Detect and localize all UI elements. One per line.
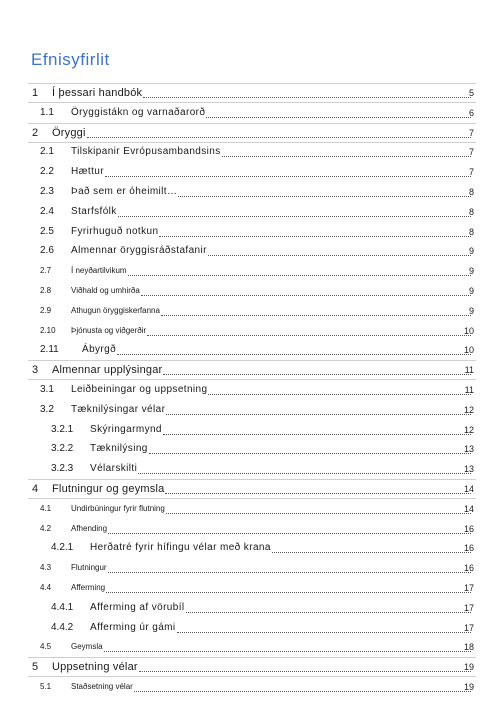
toc-entry[interactable] xyxy=(0,658,504,676)
toc-entry-page: 9 xyxy=(468,306,474,316)
toc-entry-title: Ábyrgð xyxy=(82,344,117,355)
toc-entry-page: 19 xyxy=(463,682,474,692)
dot-leader xyxy=(117,354,471,355)
dot-leader xyxy=(118,216,471,217)
toc-entry-page: 6 xyxy=(468,108,474,118)
toc-entry[interactable] xyxy=(0,619,504,637)
toc-entry-page: 16 xyxy=(463,543,474,553)
toc-entry[interactable] xyxy=(0,104,504,122)
toc-entry-page: 7 xyxy=(468,147,474,157)
toc-entry-number: 3.2.3 xyxy=(51,463,74,474)
dot-leader xyxy=(139,671,471,672)
toc-entry-number: 1 xyxy=(32,87,39,99)
toc-entry-page: 19 xyxy=(463,662,474,672)
toc-entry[interactable] xyxy=(0,302,504,320)
toc-entry-title: Afferming úr gámi xyxy=(90,622,176,633)
toc-entry-page: 11 xyxy=(464,365,474,375)
chapter-divider xyxy=(28,102,476,103)
toc-entry-title: Afferming xyxy=(71,583,106,592)
toc-entry-number: 4.3 xyxy=(40,563,52,572)
chapter-divider xyxy=(28,123,476,124)
dot-leader xyxy=(178,196,471,197)
dot-leader xyxy=(149,453,471,454)
toc-entry-page: 11 xyxy=(464,385,474,395)
toc-entry[interactable] xyxy=(0,282,504,300)
dot-leader xyxy=(163,374,471,375)
toc-entry-leader xyxy=(71,401,472,419)
toc-entry-page: 8 xyxy=(468,207,474,217)
toc-entry[interactable] xyxy=(0,500,504,518)
toc-entry-leader xyxy=(71,579,472,597)
dot-leader xyxy=(272,552,471,553)
toc-entry-number: 4.5 xyxy=(40,642,52,651)
toc-entry-number: 2.1 xyxy=(40,146,54,157)
dot-leader xyxy=(104,651,471,652)
chapter-divider xyxy=(28,676,476,677)
toc-entry-page: 8 xyxy=(468,187,474,197)
dot-leader xyxy=(138,473,471,474)
toc-entry[interactable] xyxy=(0,262,504,280)
toc-entry-page: 5 xyxy=(468,88,474,98)
toc-entry-page: 16 xyxy=(463,563,474,573)
dot-leader xyxy=(208,394,471,395)
toc-entry[interactable] xyxy=(0,361,504,379)
toc-entry[interactable] xyxy=(0,381,504,399)
toc-entry-number: 3.1 xyxy=(40,384,54,395)
dot-leader xyxy=(141,295,471,296)
dot-leader xyxy=(177,632,471,633)
toc-entry-number: 4.2.1 xyxy=(51,542,74,553)
toc-entry-page: 9 xyxy=(468,266,474,276)
toc-entry-leader xyxy=(71,203,472,221)
toc-entry-leader xyxy=(71,520,472,538)
toc-entry-page: 13 xyxy=(463,444,474,454)
toc-entry-number: 4 xyxy=(32,483,39,495)
toc-entry-leader xyxy=(71,183,472,201)
toc-entry-title: Afhending xyxy=(71,524,108,533)
toc-entry-leader xyxy=(71,322,472,340)
toc-entry-title: Þjónusta og viðgerðir xyxy=(71,326,147,335)
toc-entry[interactable] xyxy=(0,638,504,656)
toc-entry-leader xyxy=(90,421,472,439)
toc-entry-leader xyxy=(71,559,472,577)
toc-entry-leader xyxy=(82,341,472,359)
toc-entry[interactable] xyxy=(0,401,504,419)
toc-entry-title: Í þessari handbók xyxy=(52,87,143,99)
toc-entry-number: 2.6 xyxy=(40,245,54,256)
toc-entry-leader xyxy=(71,143,472,161)
toc-entry-leader xyxy=(71,242,472,260)
toc-entry-page: 14 xyxy=(463,484,474,494)
dot-leader xyxy=(208,255,471,256)
toc-entry[interactable] xyxy=(0,203,504,221)
toc-entry-title: Tæknilýsing xyxy=(90,443,148,454)
toc-entry-leader xyxy=(71,104,472,122)
toc-entry-leader xyxy=(71,678,472,696)
toc-entry-leader xyxy=(71,282,472,300)
toc-entry-leader xyxy=(71,223,472,241)
toc-entry-leader xyxy=(90,619,472,637)
toc-entry-page: 10 xyxy=(463,345,474,355)
toc-entry-title: Það sem er óheimilt… xyxy=(71,186,178,197)
toc-entry-title: Undirbúningur fyrir flutning xyxy=(71,504,165,513)
toc-entry-number: 4.1 xyxy=(40,504,52,513)
toc-entry-number: 3.2 xyxy=(40,404,54,415)
toc-entry-number: 3.2.2 xyxy=(51,443,74,454)
toc-entry-number: 2.5 xyxy=(40,226,54,237)
dot-leader xyxy=(106,592,471,593)
toc-entry-title: Fyrirhuguð notkun xyxy=(71,226,159,237)
toc-entry-title: Í neyðartilvikum xyxy=(71,266,127,275)
toc-entry[interactable] xyxy=(0,124,504,142)
toc-entry-title: Hættur xyxy=(71,166,104,177)
toc-entry-leader xyxy=(90,539,472,557)
toc-entry[interactable] xyxy=(0,559,504,577)
toc-entry-number: 4.4 xyxy=(40,583,52,592)
toc-entry-leader xyxy=(52,658,472,676)
toc-entry-leader xyxy=(71,163,472,181)
dot-leader xyxy=(161,315,471,316)
toc-entry-number: 4.4.2 xyxy=(51,622,74,633)
toc-entry-number: 2.3 xyxy=(40,186,54,197)
toc-entry-number: 5 xyxy=(32,661,39,673)
toc-entry-page: 9 xyxy=(468,286,474,296)
toc-entry[interactable] xyxy=(0,143,504,161)
toc-entry-leader xyxy=(90,460,472,478)
toc-entry-title: Skýringarmynd xyxy=(90,424,162,435)
toc-entry-title: Öryggi xyxy=(52,127,86,139)
toc-entry-title: Viðhald og umhirða xyxy=(71,286,140,295)
toc-entry-leader xyxy=(90,440,472,458)
toc-entry-page: 10 xyxy=(463,326,474,336)
toc-entry-page: 12 xyxy=(463,405,474,415)
toc-entry-title: Staðsetning vélar xyxy=(71,682,133,691)
toc-entry-page: 14 xyxy=(463,504,474,514)
toc-entry[interactable] xyxy=(0,460,504,478)
toc-entry[interactable] xyxy=(0,599,504,617)
dot-leader xyxy=(108,533,471,534)
dot-leader xyxy=(143,97,471,98)
toc-entry-page: 16 xyxy=(463,524,474,534)
toc-entry-page: 17 xyxy=(463,623,474,633)
toc-entry-page: 7 xyxy=(468,128,474,138)
dot-leader xyxy=(186,612,471,613)
chapter-divider xyxy=(28,498,476,499)
toc-entry-title: Geymsla xyxy=(71,642,103,651)
toc-entry-number: 2.7 xyxy=(40,266,52,275)
toc-entry-page: 17 xyxy=(463,603,474,613)
dot-leader xyxy=(87,137,471,138)
dot-leader xyxy=(159,236,471,237)
toc-entry-page: 13 xyxy=(463,464,474,474)
toc-entry-title: Tæknilýsingar vélar xyxy=(71,404,166,415)
toc-entry[interactable] xyxy=(0,163,504,181)
dot-leader xyxy=(206,117,471,118)
toc-entry-page: 18 xyxy=(463,642,474,652)
toc-entry-title: Starfsfólk xyxy=(71,206,117,217)
chapter-divider xyxy=(28,360,476,361)
toc-entry[interactable] xyxy=(0,520,504,538)
toc-entry[interactable] xyxy=(0,579,504,597)
toc-entry-title: Uppsetning vélar xyxy=(52,661,138,673)
toc-entry-leader xyxy=(52,480,472,498)
toc-entry[interactable] xyxy=(0,440,504,458)
toc-entry-page: 7 xyxy=(468,167,474,177)
dot-leader xyxy=(105,176,471,177)
dot-leader xyxy=(165,493,471,494)
toc-entry-number: 4.4.1 xyxy=(51,602,74,613)
toc-entry-number: 5.1 xyxy=(40,682,52,691)
dot-leader xyxy=(134,691,471,692)
toc-entry[interactable] xyxy=(0,223,504,241)
toc-entry-page: 17 xyxy=(463,583,474,593)
toc-entry-title: Herðatré fyrir hífingu vélar með krana xyxy=(90,542,271,553)
toc-entry[interactable] xyxy=(0,84,504,102)
toc-entry-number: 3 xyxy=(32,364,39,376)
toc-entry-number: 2.9 xyxy=(40,306,52,315)
toc-entry-number: 2 xyxy=(32,127,39,139)
toc-entry[interactable] xyxy=(0,242,504,260)
toc-entry-leader xyxy=(52,361,472,379)
toc-entry-page: 8 xyxy=(468,227,474,237)
toc-entry-title: Afferming af vörubíl xyxy=(90,602,185,613)
toc-entry[interactable] xyxy=(0,183,504,201)
toc-entry-number: 2.2 xyxy=(40,166,54,177)
toc-entry[interactable] xyxy=(0,421,504,439)
page-title: Efnisyfirlit xyxy=(31,50,110,69)
toc-entry[interactable] xyxy=(0,322,504,340)
toc-entry-number: 2.11 xyxy=(40,344,59,355)
toc-entry[interactable] xyxy=(0,341,504,359)
toc-entry-leader xyxy=(52,124,472,142)
toc-entry-leader xyxy=(71,302,472,320)
toc-entry[interactable] xyxy=(0,678,504,696)
chapter-divider xyxy=(28,657,476,658)
toc-entry[interactable] xyxy=(0,480,504,498)
toc-entry-leader xyxy=(71,638,472,656)
dot-leader xyxy=(222,156,471,157)
toc-entry-title: Tilskipanir Evrópusambandsins xyxy=(71,146,221,157)
chapter-divider xyxy=(28,379,476,380)
toc-entry-title: Leiðbeiningar og uppsetning xyxy=(71,384,208,395)
toc-entry-number: 3.2.1 xyxy=(51,424,74,435)
dot-leader xyxy=(163,434,471,435)
chapter-divider xyxy=(28,479,476,480)
toc-entry-leader xyxy=(71,381,472,399)
dot-leader xyxy=(128,275,471,276)
toc-entry-title: Almennar upplýsingar xyxy=(52,364,163,376)
toc-entry-leader xyxy=(71,500,472,518)
toc-entry-number: 2.8 xyxy=(40,286,52,295)
toc-entry-title: Almennar öryggisráðstafanir xyxy=(71,245,207,256)
toc-entry-title: Vélarskilti xyxy=(90,463,138,474)
dot-leader xyxy=(166,414,471,415)
dot-leader xyxy=(108,572,471,573)
toc-entry-page: 12 xyxy=(463,425,474,435)
toc-entry-number: 1.1 xyxy=(40,107,54,118)
toc-entry[interactable] xyxy=(0,539,504,557)
toc-entry-title: Flutningur xyxy=(71,563,107,572)
toc-entry-page: 9 xyxy=(468,246,474,256)
toc-entry-title: Flutningur og geymsla xyxy=(52,483,165,495)
toc-entry-title: Athugun öryggiskerfanna xyxy=(71,306,160,315)
toc-entry-leader xyxy=(71,262,472,280)
toc-entry-leader xyxy=(52,84,472,102)
toc-entry-title: Öryggistákn og varnaðarorð xyxy=(71,107,206,118)
toc-entry-number: 2.10 xyxy=(40,326,56,335)
dot-leader xyxy=(147,335,471,336)
toc-entry-number: 4.2 xyxy=(40,524,52,533)
dot-leader xyxy=(166,513,471,514)
toc-entry-number: 2.4 xyxy=(40,206,54,217)
toc-entry-leader xyxy=(90,599,472,617)
chapter-divider xyxy=(28,83,476,84)
